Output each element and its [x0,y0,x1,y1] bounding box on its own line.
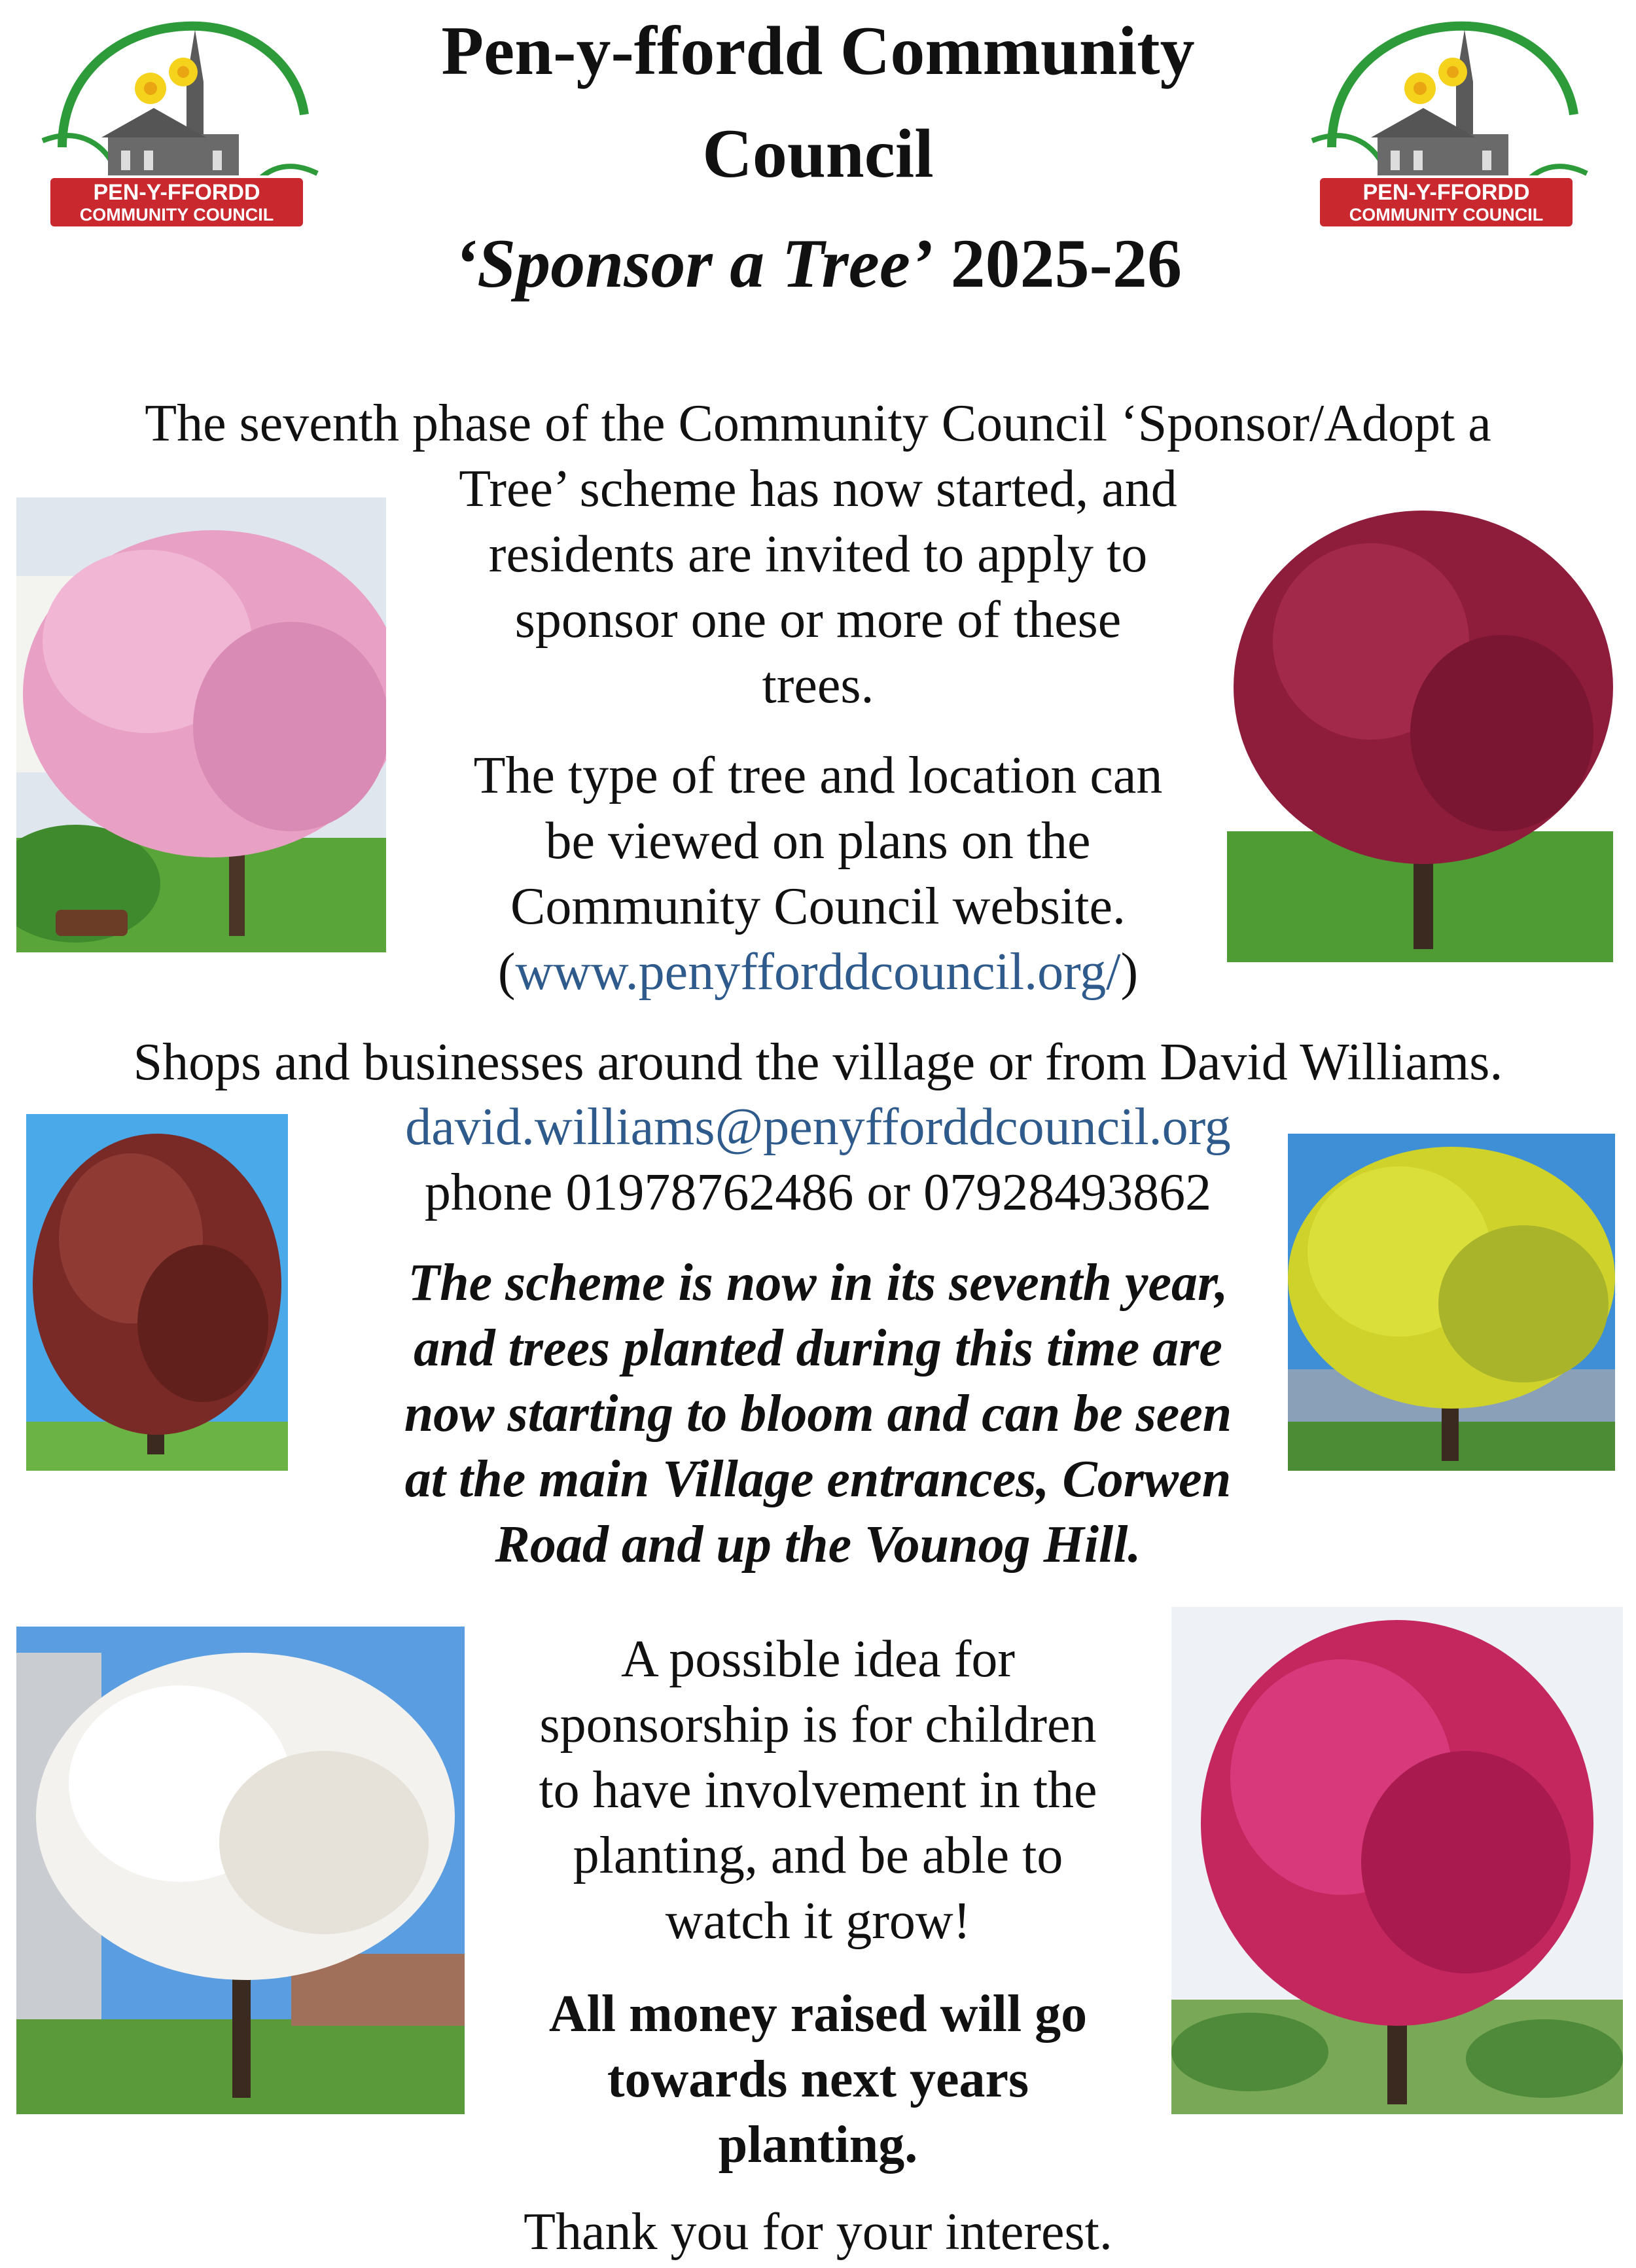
scheme-line-1: The scheme is now in its seventh year, [408,1254,1228,1312]
scheme-line-4: at the main Village entrances, Corwen [404,1450,1232,1508]
svg-text:COMMUNITY COUNCIL: COMMUNITY COUNCIL [1349,205,1544,225]
svg-text:PEN-Y-FFORDD: PEN-Y-FFORDD [1362,180,1530,205]
contact-phone: phone 01978762486 or 07928493862 [424,1164,1212,1221]
idea-block [471,1627,1165,1954]
intro-line-4: sponsor one or more of these [514,591,1122,649]
idea-line-1: A possible idea for [620,1630,1016,1688]
photo-laburnum-tree [1288,1134,1615,1471]
money-line-2: towards next years [607,2051,1029,2108]
council-logo-left [36,10,324,232]
svg-text:COMMUNITY COUNCIL: COMMUNITY COUNCIL [79,205,274,225]
photo-pink-blossom-tree [16,497,386,952]
money-line-1: All money raised will go [548,1985,1088,2043]
intro-block [380,456,1256,718]
intro-line-1: The seventh phase of the Community Council ‘Sponsor/Adopt a [145,395,1491,452]
plans-url-line: (www.penyfforddcouncil.org/) [497,943,1139,1001]
title-year: 2025-26 [933,225,1182,302]
intro-line-2: Tree’ scheme has now started, and [459,460,1177,518]
page-title-line-1: Pen-y-ffordd Community [441,12,1195,89]
money-line-3: planting. [718,2116,918,2174]
intro-line-5: trees. [762,657,874,714]
photo-crepe-myrtle-tree [1171,1607,1623,2114]
idea-line-3: to have involvement in the [539,1761,1097,1819]
photo-white-blossom-tree [16,1627,465,2114]
photo-red-crab-apple-tree [1227,491,1613,962]
council-website-link[interactable]: www.penyfforddcouncil.org/ [515,943,1121,1001]
council-logo-right [1306,10,1593,232]
scheme-line-5: Road and up the Vounog Hill. [495,1516,1141,1574]
scheme-line-2: and trees planted during this time are [414,1320,1222,1377]
idea-line-5: watch it grow! [665,1892,971,1950]
idea-line-4: planting, and be able to [573,1827,1063,1884]
photo-copper-beech-tree [26,1114,288,1471]
plans-block [380,743,1256,1005]
plans-line-3: Community Council website. [510,878,1126,935]
page-title-line-2: Council [702,115,934,192]
contact-email-link[interactable]: david.williams@penyfforddcouncil.org [405,1098,1231,1156]
page-title-line-3 [366,225,1270,302]
intro-line-3: residents are invited to apply to [488,526,1148,583]
plans-line-1: The type of tree and location can [473,747,1163,804]
svg-text:PEN-Y-FFORDD: PEN-Y-FFORDD [93,180,260,205]
thanks-line: Thank you for your interest. [524,2203,1112,2261]
plans-line-2: be viewed on plans on the [545,812,1091,870]
title-sponsor-a-tree: ‘Sponsor a Tree’ [454,225,934,302]
money-block [471,1981,1165,2178]
scheme-block [288,1250,1348,1577]
scheme-line-3: now starting to bloom and can be seen [404,1385,1232,1443]
shops-line: Shops and businesses around the village or from David Williams. [133,1034,1503,1091]
idea-line-2: sponsorship is for children [539,1696,1097,1754]
